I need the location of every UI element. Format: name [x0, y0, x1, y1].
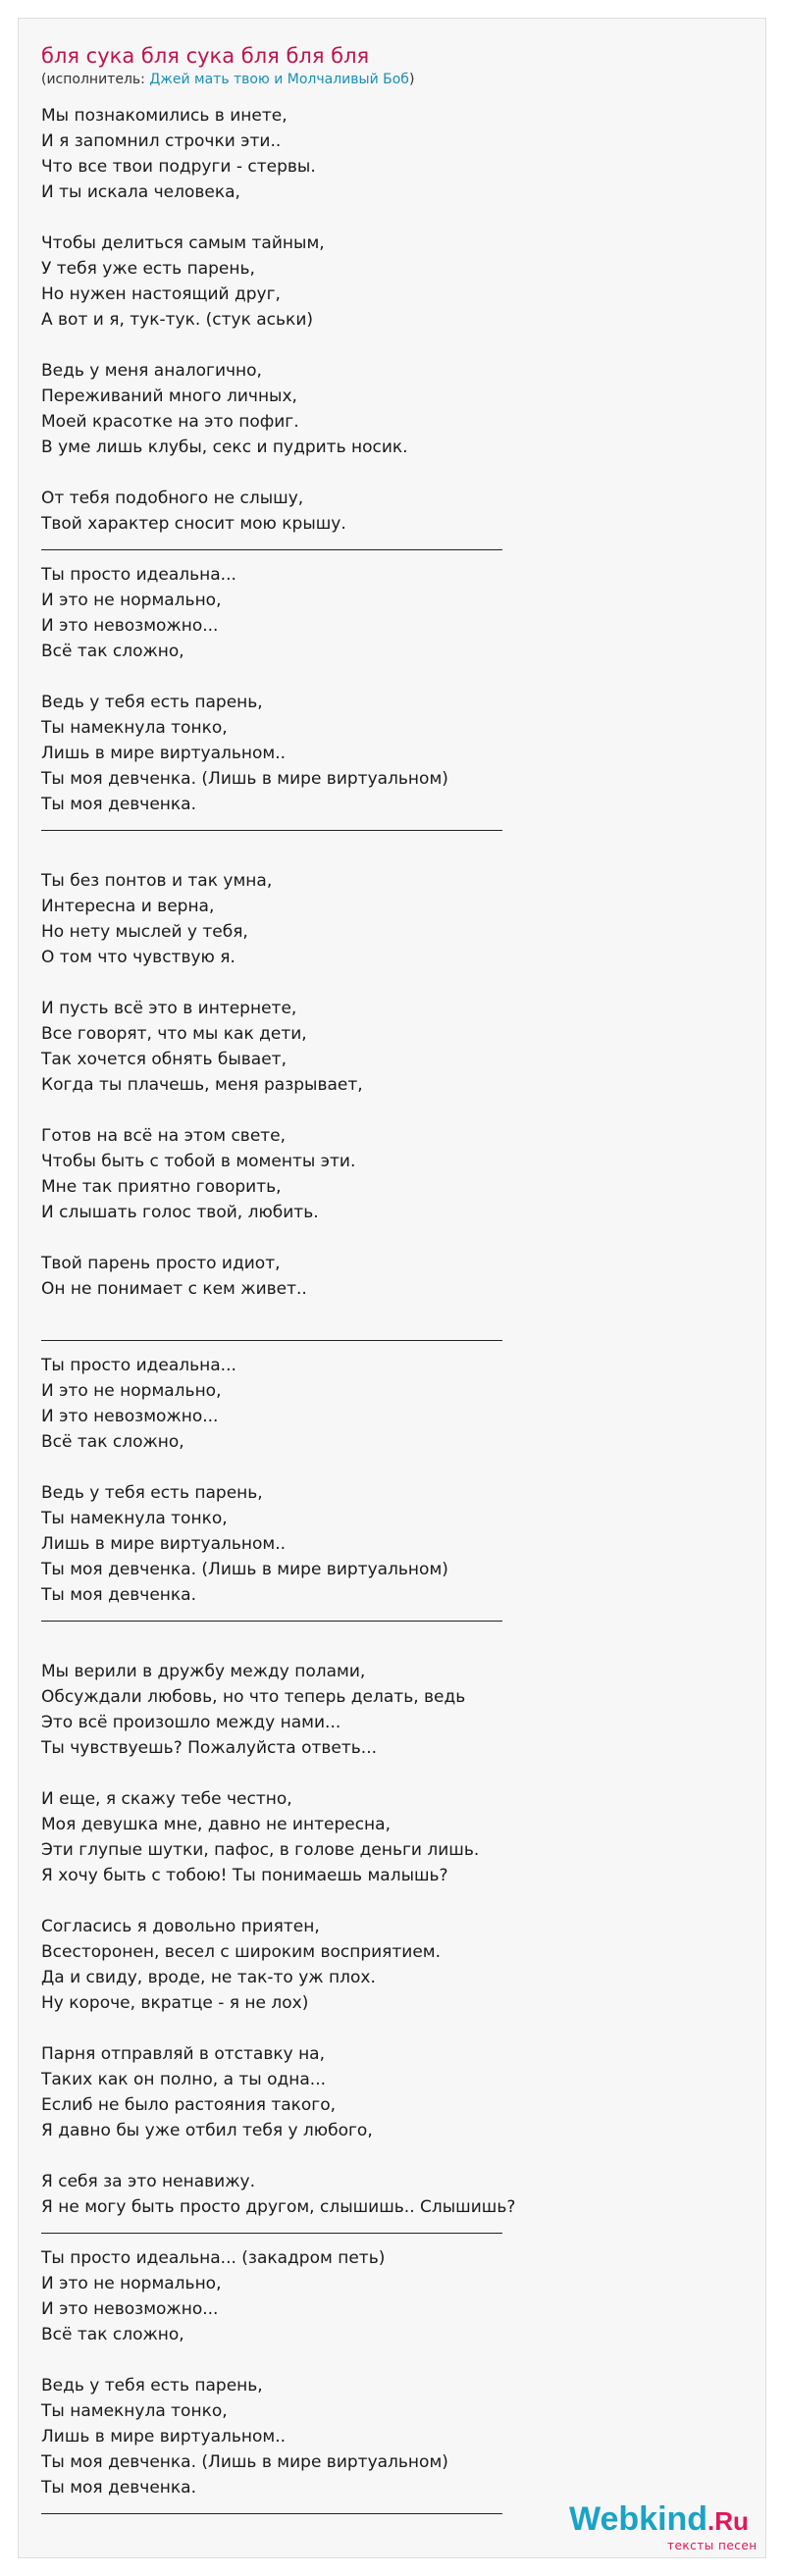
lyrics-blank-line: [41, 843, 728, 868]
lyric-line: Я давно бы уже отбил тебя у любого,: [41, 2121, 373, 2140]
lyric-line: Готов на всё на этом свете,: [41, 1126, 287, 1146]
lyric-line: И это не нормально,: [41, 1381, 222, 1401]
lyric-line: И пусть всё это в интернете,: [41, 999, 297, 1018]
lyric-line: В уме лишь клубы, секс и пудрить носик.: [41, 438, 408, 457]
lyric-line: Ну короче, вкратце - я не лох): [41, 1993, 309, 2013]
lyric-line: Ты просто идеальна... (закадром петь): [41, 2248, 386, 2268]
lyric-line: Интересна и верна,: [41, 897, 215, 916]
lyric-line: Ведь у тебя есть парень,: [41, 2376, 263, 2396]
lyrics-blank-line: [41, 1888, 728, 1914]
lyrics-blank-line: [41, 1098, 728, 1123]
lyrics-blank-line: [41, 664, 728, 690]
lyric-line: Ты чувствуешь? Пожалуйста ответь...: [41, 1738, 378, 1758]
lyric-line: Твой характер сносит мою крышу.: [41, 514, 346, 534]
lyric-line: Ты моя девченка. (Лишь в мире виртуальном): [41, 1560, 448, 1579]
lyrics-blank-line: [41, 205, 728, 231]
lyric-line: Что все твои подруги - стервы.: [41, 157, 316, 177]
lyrics-blank-line: [41, 1633, 728, 1659]
lyrics-divider: [41, 1327, 728, 1353]
lyric-line: Да и свиду, вроде, не так-то уж плох.: [41, 1968, 376, 1987]
lyric-line: Лишь в мире виртуальном..: [41, 1534, 287, 1554]
lyrics-blank-line: [41, 1225, 728, 1251]
lyric-line: Ты намекнула тонко,: [41, 2401, 228, 2421]
logo-wordmark: [569, 2499, 749, 2541]
lyric-line: Ты просто идеальна...: [41, 565, 236, 585]
lyric-line: Лишь в мире виртуальном..: [41, 2427, 287, 2447]
lyrics-blank-line: [41, 1761, 728, 1786]
lyric-line: У тебя уже есть парень,: [41, 259, 255, 279]
lyric-line: И это не нормально,: [41, 591, 222, 610]
lyric-line: Мы познакомились в инете,: [41, 106, 288, 126]
lyric-line: Эти глупые шутки, пафос, в голове деньги лишь.: [41, 1840, 480, 1860]
lyric-line: И еще, я скажу тебе честно,: [41, 1789, 292, 1809]
lyric-line: О том что чувствую я.: [41, 948, 236, 967]
lyric-line: Всё так сложно,: [41, 642, 184, 661]
logo-main-text: Webkind: [569, 2500, 708, 2538]
lyric-line: Ты моя девченка.: [41, 795, 197, 814]
lyric-line: Но нету мыслей у тебя,: [41, 922, 248, 942]
lyric-line: Ты намекнула тонко,: [41, 718, 228, 738]
lyric-line: Мы верили в дружбу между полами,: [41, 1662, 366, 1681]
lyric-line: Ты моя девченка.: [41, 2478, 197, 2498]
lyric-line: Ведь у тебя есть парень,: [41, 1483, 263, 1503]
lyric-line: Моей красотке на это пофиг.: [41, 412, 299, 432]
artist-prefix: (исполнитель:: [41, 72, 150, 87]
lyric-line: И слышать голос твой, любить.: [41, 1203, 319, 1222]
lyric-line: Твой парень просто идиот,: [41, 1254, 281, 1273]
lyrics-divider: [41, 2220, 728, 2245]
lyric-line: Я не могу быть просто другом, слышишь.. Слышишь?: [41, 2197, 516, 2217]
lyrics-blank-line: [41, 1302, 728, 1327]
lyrics-blank-line: [41, 1455, 728, 1480]
lyric-line: И я запомнил строчки эти..: [41, 131, 282, 151]
lyric-line: Я себя за это ненавижу.: [41, 2172, 255, 2191]
lyric-line: Чтобы быть с тобой в моменты эти.: [41, 1152, 356, 1171]
lyric-line: И это невозможно...: [41, 616, 219, 636]
lyric-line: От тебя подобного не слышу,: [41, 489, 304, 508]
lyric-line: Ты без понтов и так умна,: [41, 871, 273, 891]
lyric-line: Обсуждали любовь, но что теперь делать, ведь: [41, 1687, 466, 1707]
lyric-line: И ты искала человека,: [41, 182, 240, 202]
lyric-line: Моя девушка мне, давно не интересна,: [41, 1815, 391, 1834]
lyric-line: Я хочу быть с тобою! Ты понимаешь малышь?: [41, 1866, 448, 1885]
lyric-line: Ты намекнула тонко,: [41, 1509, 228, 1528]
lyrics-blank-line: [41, 2016, 728, 2041]
lyrics-blank-line: [41, 2143, 728, 2169]
lyric-line: Таких как он полно, а ты одна...: [41, 2070, 327, 2089]
lyrics-blank-line: [41, 970, 728, 996]
lyric-line: Ведь у меня аналогично,: [41, 361, 262, 381]
lyrics-blank-line: [41, 460, 728, 486]
lyric-line: Согласись я довольно приятен,: [41, 1917, 320, 1936]
lyrics-divider: [41, 817, 728, 843]
lyric-line: Всё так сложно,: [41, 2325, 184, 2344]
artist-line: [41, 71, 414, 88]
lyric-line: Это всё произошло между нами...: [41, 1713, 341, 1732]
lyric-line: Когда ты плачешь, меня разрывает,: [41, 1075, 363, 1095]
logo-tagline: тексты песен: [667, 2539, 758, 2552]
lyrics-blank-line: [41, 333, 728, 358]
lyric-line: Так хочется обнять бывает,: [41, 1050, 287, 1069]
song-title: бля сука бля сука бля бля бля: [41, 44, 370, 68]
lyric-line: Мне так приятно говорить,: [41, 1177, 282, 1197]
lyric-line: Лишь в мире виртуальном..: [41, 744, 287, 763]
artist-suffix: ): [408, 72, 415, 87]
lyrics-blank-line: [41, 2347, 728, 2373]
lyric-line: Еслиб не было растояния такого,: [41, 2095, 337, 2115]
lyrics-body: [41, 103, 728, 2526]
lyric-line: Он не понимает с кем живет..: [41, 1279, 307, 1299]
lyrics-divider: [41, 1608, 728, 1633]
lyric-line: Переживаний много личных,: [41, 386, 297, 406]
artist-link[interactable]: Джей мать твою и Молчаливый Боб: [149, 72, 409, 87]
lyric-line: Всё так сложно,: [41, 1432, 184, 1452]
lyric-line: Всесторонен, весел с широким восприятием.: [41, 1942, 442, 1962]
lyrics-divider: [41, 537, 728, 562]
webkind-logo[interactable]: [569, 2499, 765, 2568]
lyric-line: Парня отправляй в отставку на,: [41, 2044, 326, 2064]
lyric-line: Ты моя девченка.: [41, 1585, 197, 1605]
lyric-line: И это не нормально,: [41, 2274, 222, 2293]
lyric-line: Ты просто идеальна...: [41, 1356, 236, 1375]
lyric-line: Все говорят, что мы как дети,: [41, 1024, 307, 1044]
lyric-line: Ты моя девченка. (Лишь в мире виртуальном): [41, 769, 448, 789]
lyric-line: Ты моя девченка. (Лишь в мире виртуальном): [41, 2452, 448, 2472]
lyric-line: И это невозможно...: [41, 2299, 219, 2319]
lyric-line: Но нужен настоящий друг,: [41, 284, 281, 304]
lyric-line: Чтобы делиться самым тайным,: [41, 233, 325, 253]
logo-suffix-text: .Ru: [707, 2506, 749, 2536]
lyric-line: Ведь у тебя есть парень,: [41, 693, 263, 712]
lyric-line: А вот и я, тук-тук. (стук аськи): [41, 310, 313, 330]
lyric-line: И это невозможно...: [41, 1407, 219, 1426]
